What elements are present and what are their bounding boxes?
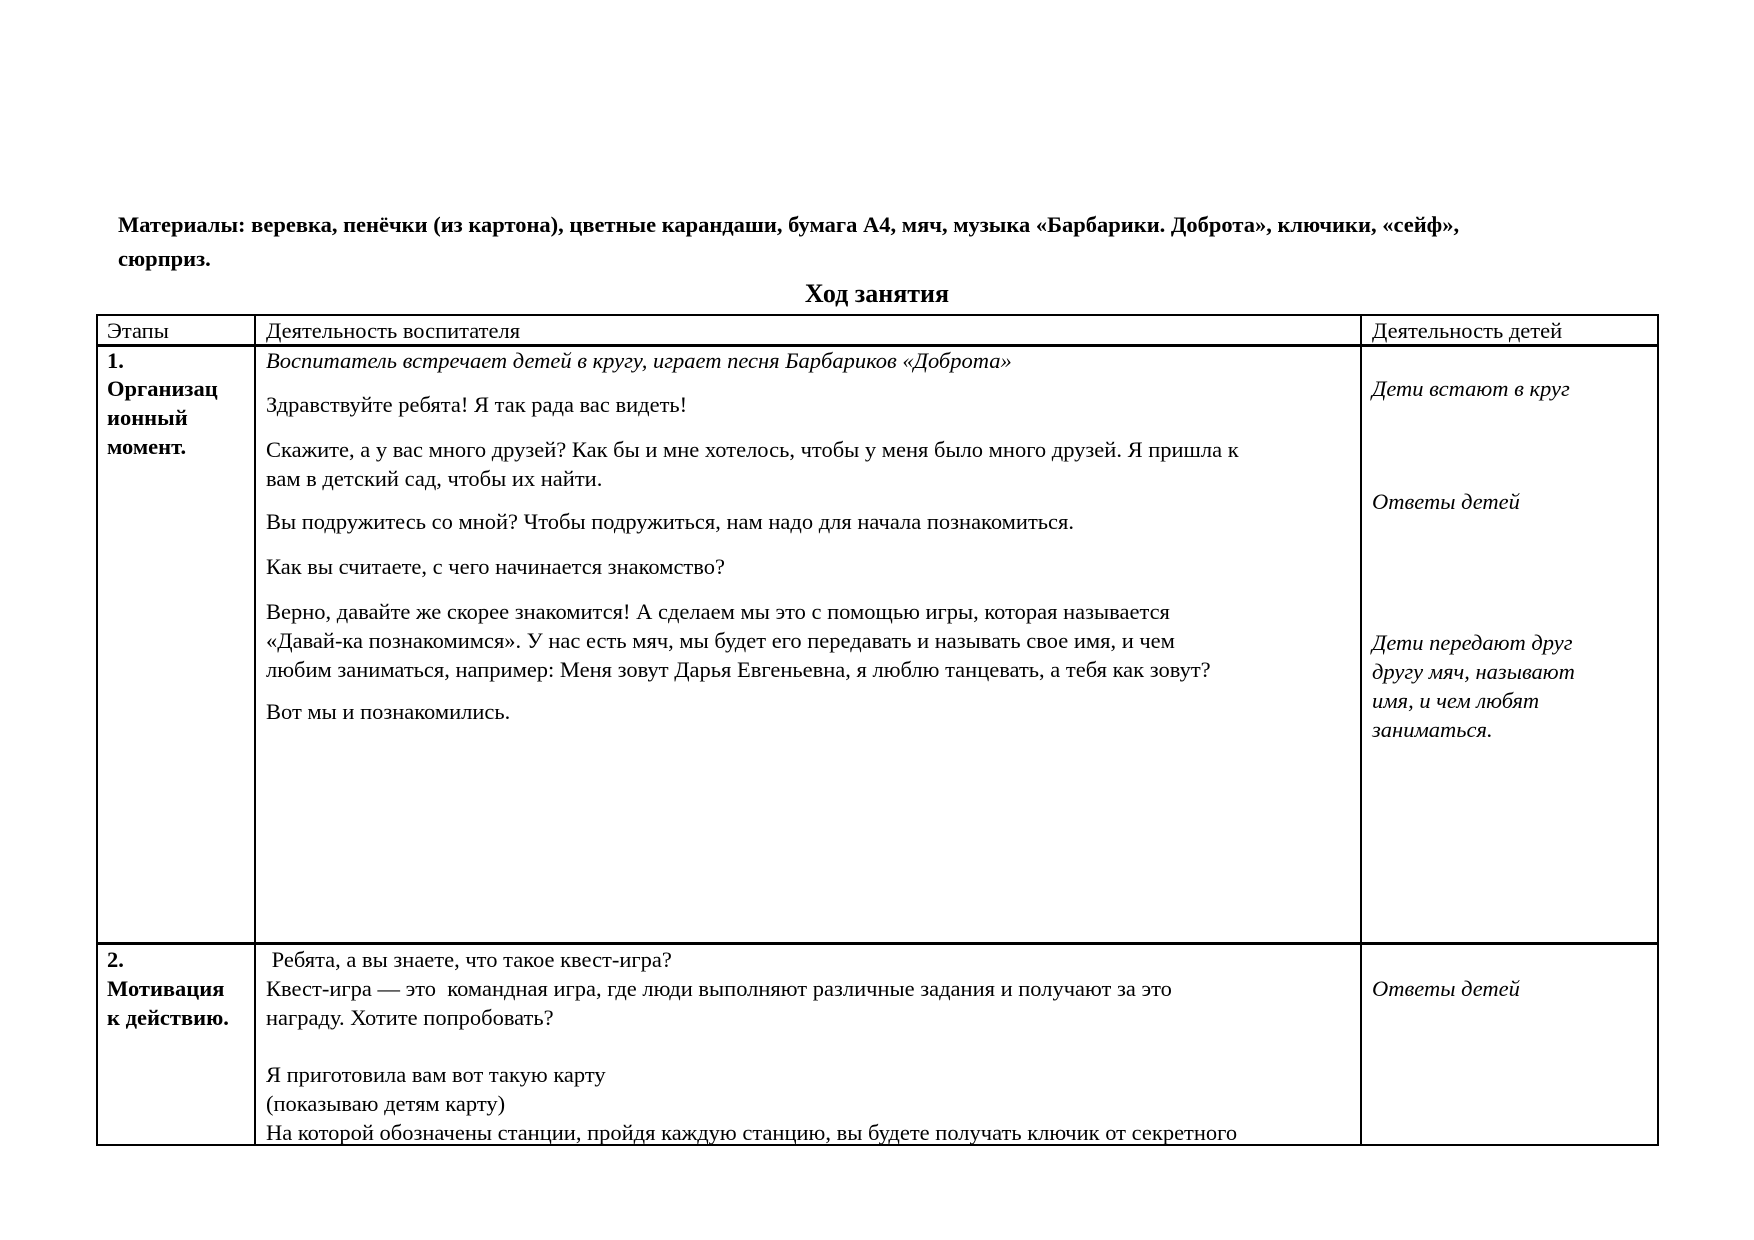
table-border — [1657, 314, 1659, 1146]
teacher-text: Верно, давайте же скорее знакомится! А сделаем мы это с помощью игры, которая называется — [266, 599, 1170, 624]
stage-label: 2. — [107, 947, 124, 972]
teacher-text: вам в детский сад, чтобы их найти. — [266, 466, 603, 491]
teacher-text: На которой обозначены станции, пройдя каждую станцию, вы будете получать ключик от секретного — [266, 1120, 1238, 1145]
children-text: Ответы детей — [1372, 489, 1520, 514]
children-text: имя, и чем любят — [1372, 688, 1540, 713]
teacher-text: Я приготовила вам вот такую карту — [266, 1062, 606, 1087]
children-text: Дети передают друг — [1372, 630, 1573, 655]
children-text: заниматься. — [1372, 717, 1493, 742]
table-border — [1360, 314, 1362, 1146]
header-teacher: Деятельность воспитателя — [266, 318, 521, 343]
teacher-text: Квест-игра — это командная игра, где люди выполняют различные задания и получают за это — [266, 976, 1172, 1001]
teacher-text: Здравствуйте ребята! Я так рада вас видеть! — [266, 392, 688, 417]
header-children: Деятельность детей — [1372, 318, 1563, 343]
teacher-text: Ребята, а вы знаете, что такое квест-игра? — [266, 947, 672, 972]
stage-label: ионный — [107, 405, 188, 430]
teacher-text: Как вы считаете, с чего начинается знакомство? — [266, 554, 725, 579]
teacher-text: Вот мы и познакомились. — [266, 699, 511, 724]
table-border — [254, 314, 256, 1146]
materials-line-1: Материалы: веревка, пенёчки (из картона), цветные карандаши, бумага А4, мяч, музыка «Барбарики. Доброта», ключики, «сейф», — [118, 212, 1460, 237]
stage-label: Мотивация — [107, 976, 225, 1001]
stage-label: Организац — [107, 376, 218, 401]
children-text: другу мяч, называют — [1372, 659, 1575, 684]
stage-label: 1. — [107, 348, 124, 373]
teacher-text: Вы подружитесь со мной? Чтобы подружиться, нам надо для начала познакомиться. — [266, 509, 1075, 534]
stage-label: к действию. — [107, 1005, 229, 1030]
teacher-text: Скажите, а у вас много друзей? Как бы и мне хотелось, чтобы у меня было много друзей. Я пришла к — [266, 437, 1239, 462]
stage-label: момент. — [107, 434, 187, 459]
teacher-text: любим заниматься, например: Меня зовут Дарья Евгеньевна, я люблю танцевать, а тебя как зовут? — [266, 657, 1211, 682]
header-stages: Этапы — [107, 318, 169, 343]
children-text: Дети встают в круг — [1372, 376, 1570, 401]
teacher-text: Воспитатель встречает детей в кругу, играет песня Барбариков «Доброта» — [266, 348, 1012, 373]
teacher-text: награду. Хотите попробовать? — [266, 1005, 554, 1030]
teacher-text: (показываю детям карту) — [266, 1091, 506, 1116]
children-text: Ответы детей — [1372, 976, 1520, 1001]
materials-line-2: сюрприз. — [118, 246, 211, 271]
table-border — [96, 314, 98, 1146]
page-title: Ход занятия — [804, 279, 950, 308]
teacher-text: «Давай-ка познакомимся». У нас есть мяч, мы будет его передавать и называть свое имя, и чем — [266, 628, 1175, 653]
